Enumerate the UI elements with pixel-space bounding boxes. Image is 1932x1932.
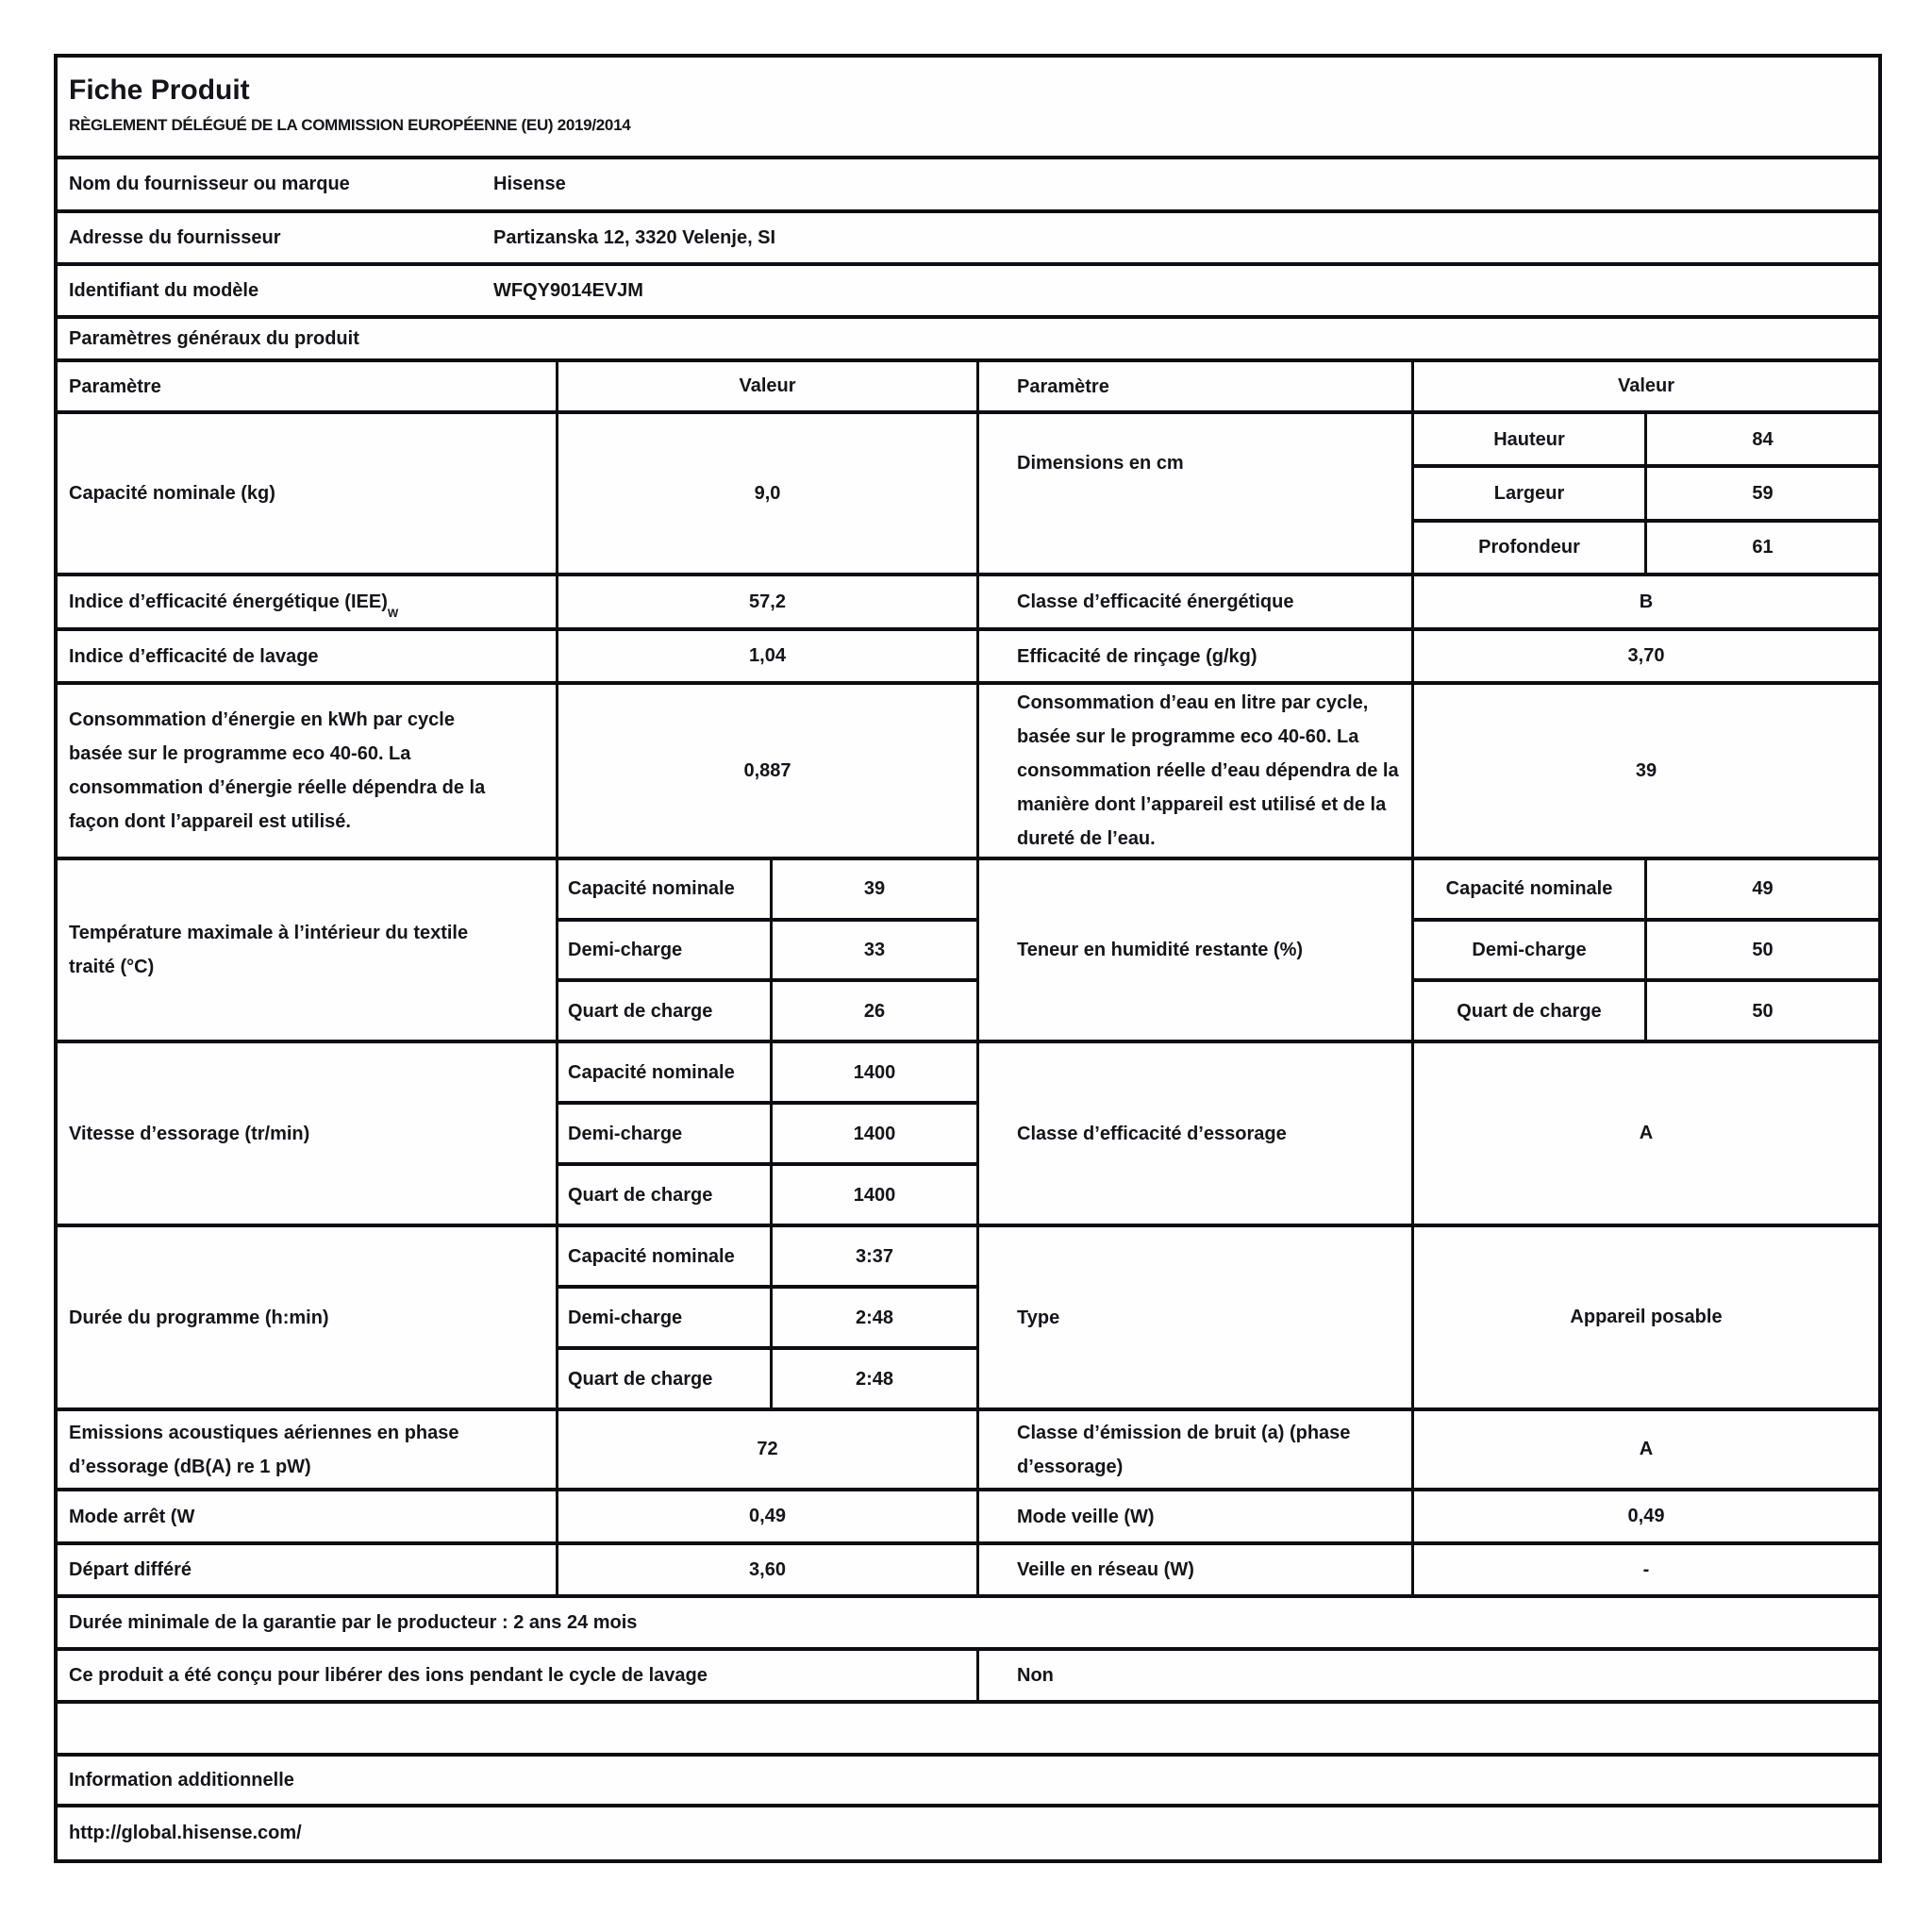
- col-header-param-right: Paramètre: [979, 362, 1414, 410]
- wash-index-value: 1,04: [558, 631, 979, 681]
- row-off-standby: [58, 1491, 1878, 1545]
- dimension-width-label: Largeur: [1414, 468, 1647, 518]
- row-spin: [58, 1043, 1878, 1227]
- spin-quarter-label: Quart de charge: [558, 1166, 773, 1224]
- empty-cell: [58, 1704, 1878, 1753]
- temp-row-quarter: [558, 982, 976, 1040]
- col-header-param-left: Paramètre: [58, 362, 558, 410]
- duration-rated-label: Capacité nominale: [558, 1227, 773, 1285]
- spin-class-value: A: [1639, 1123, 1654, 1143]
- dimension-depth-value: 61: [1752, 537, 1774, 558]
- regulation-subtitle: RÈGLEMENT DÉLÉGUÉ DE LA COMMISSION EUROPÉENNE (EU) 2019/2014: [69, 116, 631, 134]
- supplier-address-label: Adresse du fournisseur: [69, 226, 281, 248]
- row-warranty: [58, 1598, 1878, 1651]
- humidity-quarter-value: 50: [1752, 1000, 1774, 1022]
- temp-half-label: Demi-charge: [558, 922, 773, 979]
- spin-row-rated: [558, 1043, 976, 1105]
- temp-quarter-value: 26: [863, 1000, 886, 1022]
- row-model-id: [58, 266, 1878, 319]
- duration-half-label: Demi-charge: [558, 1289, 773, 1346]
- duration-row-rated: [558, 1227, 976, 1289]
- humidity-row-rated: [1414, 860, 1878, 922]
- networked-standby-value: -: [1642, 1558, 1650, 1580]
- delayed-start-value: 3,60: [558, 1545, 979, 1594]
- dimensions-label: Dimensions en cm: [979, 414, 1414, 573]
- water-consumption-label: Consommation d’eau en litre par cycle, basée sur le programme eco 40-60. La consommation réelle d’eau dépendra de la manière dont l’appareil est utilisé et de la dureté de l’eau.: [979, 685, 1414, 857]
- wash-index-label: Indice d’efficacité de lavage: [58, 631, 558, 681]
- dimension-row-height: [1414, 414, 1878, 468]
- spin-row-quarter: [558, 1166, 976, 1224]
- additional-info-title: Information additionnelle: [69, 1769, 294, 1790]
- noise-class-value: A: [1639, 1439, 1654, 1459]
- program-duration-label: Durée du programme (h:min): [58, 1227, 558, 1407]
- energy-index-value: 57,2: [558, 576, 979, 627]
- humidity-rated-label: Capacité nominale: [1414, 860, 1647, 918]
- model-id-value: WFQY9014EVJM: [493, 279, 643, 301]
- standby-mode-value: 0,49: [1627, 1506, 1665, 1526]
- energy-consumption-label: Consommation d’énergie en kWh par cycle basée sur le programme eco 40-60. La consommation d’énergie réelle dépendra de la façon dont l’appareil est utilisé.: [58, 685, 558, 857]
- temp-rated-label: Capacité nominale: [558, 860, 773, 918]
- product-fiche-table: [54, 54, 1882, 1863]
- dimension-depth-label: Profondeur: [1414, 523, 1647, 573]
- fiche-header: [58, 58, 1878, 159]
- dimension-row-width: [1414, 468, 1878, 522]
- temp-quarter-label: Quart de charge: [558, 982, 773, 1040]
- spin-row-half: [558, 1105, 976, 1166]
- program-duration-subtable: [558, 1227, 979, 1407]
- empty-row: [58, 1704, 1878, 1757]
- col-header-value-left: Valeur: [558, 362, 979, 410]
- row-consumption: [58, 685, 1878, 860]
- duration-half-value: 2:48: [855, 1307, 894, 1328]
- duration-row-quarter: [558, 1350, 976, 1407]
- type-value: Appareil posable: [1570, 1307, 1723, 1327]
- rinse-efficiency-value: 3,70: [1627, 645, 1665, 666]
- spin-class-label: Classe d’efficacité d’essorage: [979, 1043, 1414, 1224]
- dimension-height-value: 84: [1752, 428, 1774, 450]
- row-ion-release: [58, 1651, 1878, 1704]
- capacity-value: 9,0: [558, 414, 979, 573]
- water-consumption-value: 39: [1635, 759, 1657, 781]
- dimension-width-value: 59: [1752, 482, 1774, 504]
- duration-rated-value: 3:37: [855, 1245, 894, 1267]
- spin-half-label: Demi-charge: [558, 1105, 773, 1162]
- energy-index-label: [58, 576, 558, 627]
- row-wash-index: [58, 631, 1878, 685]
- acoustic-emissions-value: 72: [558, 1411, 979, 1488]
- row-delay-network: [58, 1545, 1878, 1598]
- residual-humidity-subtable: [1414, 860, 1878, 1040]
- row-additional-info: [58, 1757, 1878, 1807]
- temp-half-value: 33: [863, 940, 886, 960]
- spin-quarter-value: 1400: [853, 1184, 896, 1206]
- row-general-params: [58, 319, 1878, 362]
- humidity-row-quarter: [1414, 982, 1878, 1040]
- humidity-half-label: Demi-charge: [1414, 922, 1647, 979]
- energy-index-label-text: Indice d’efficacité énergétique (IEE): [69, 591, 388, 612]
- additional-info-url[interactable]: http://global.hisense.com/: [69, 1823, 302, 1843]
- off-mode-label: Mode arrêt (W: [58, 1491, 558, 1541]
- energy-consumption-value: 0,887: [558, 685, 979, 857]
- type-label: Type: [979, 1227, 1414, 1407]
- energy-class-label: Classe d’efficacité énergétique: [979, 576, 1414, 627]
- energy-index-subscript: W: [387, 606, 399, 620]
- row-temperature-humidity: [58, 860, 1878, 1043]
- row-column-headers: [58, 362, 1878, 414]
- humidity-half-value: 50: [1752, 940, 1774, 960]
- spin-speed-subtable: [558, 1043, 979, 1224]
- duration-quarter-value: 2:48: [855, 1368, 894, 1390]
- duration-row-half: [558, 1289, 976, 1350]
- row-capacity-dimensions: [58, 414, 1878, 576]
- row-noise: [58, 1411, 1878, 1491]
- dimension-height-label: Hauteur: [1414, 414, 1647, 464]
- max-temperature-label: Température maximale à l’intérieur du textile traité (°C): [58, 860, 558, 1040]
- spin-rated-label: Capacité nominale: [558, 1043, 773, 1101]
- spin-speed-label: Vitesse d’essorage (tr/min): [58, 1043, 558, 1224]
- standby-mode-label: Mode veille (W): [979, 1491, 1414, 1541]
- rinse-efficiency-label: Efficacité de rinçage (g/kg): [979, 631, 1414, 681]
- energy-class-value: B: [1639, 591, 1654, 612]
- delayed-start-label: Départ différé: [58, 1545, 558, 1594]
- page-title: Fiche Produit: [69, 75, 250, 106]
- max-temperature-subtable: [558, 860, 979, 1040]
- duration-quarter-label: Quart de charge: [558, 1350, 773, 1407]
- humidity-row-half: [1414, 922, 1878, 983]
- off-mode-value: 0,49: [558, 1491, 979, 1541]
- humidity-rated-value: 49: [1752, 878, 1774, 900]
- humidity-quarter-label: Quart de charge: [1414, 982, 1647, 1040]
- row-url: [58, 1807, 1878, 1859]
- row-energy-index: [58, 576, 1878, 631]
- supplier-name-value: Hisense: [493, 174, 566, 194]
- spin-half-value: 1400: [853, 1123, 896, 1144]
- row-supplier-address: [58, 213, 1878, 266]
- row-duration-type: [58, 1227, 1878, 1411]
- warranty-label: Durée minimale de la garantie par le producteur : 2 ans 24 mois: [69, 1612, 638, 1633]
- networked-standby-label: Veille en réseau (W): [979, 1545, 1414, 1594]
- temp-rated-value: 39: [863, 878, 886, 900]
- temp-row-rated: [558, 860, 976, 922]
- residual-humidity-label: Teneur en humidité restante (%): [979, 860, 1414, 1040]
- general-params-title: Paramètres généraux du produit: [69, 327, 359, 349]
- capacity-label: Capacité nominale (kg): [58, 414, 558, 573]
- supplier-name-label: Nom du fournisseur ou marque: [69, 174, 350, 194]
- supplier-address-value: Partizanska 12, 3320 Velenje, SI: [493, 226, 776, 248]
- temp-row-half: [558, 922, 976, 983]
- spin-rated-value: 1400: [853, 1061, 896, 1083]
- dimension-row-depth: [1414, 523, 1878, 573]
- dimensions-subtable: [1414, 414, 1878, 573]
- model-id-label: Identifiant du modèle: [69, 279, 259, 301]
- noise-class-label: Classe d’émission de bruit (a) (phase d’essorage): [979, 1411, 1414, 1488]
- ion-release-label: Ce produit a été conçu pour libérer des ions pendant le cycle de lavage: [58, 1651, 979, 1700]
- row-supplier-name: [58, 159, 1878, 213]
- acoustic-emissions-label: Emissions acoustiques aériennes en phase d’essorage (dB(A) re 1 pW): [58, 1411, 558, 1488]
- ion-release-value: Non: [1017, 1665, 1054, 1686]
- col-header-value-right: Valeur: [1617, 375, 1675, 396]
